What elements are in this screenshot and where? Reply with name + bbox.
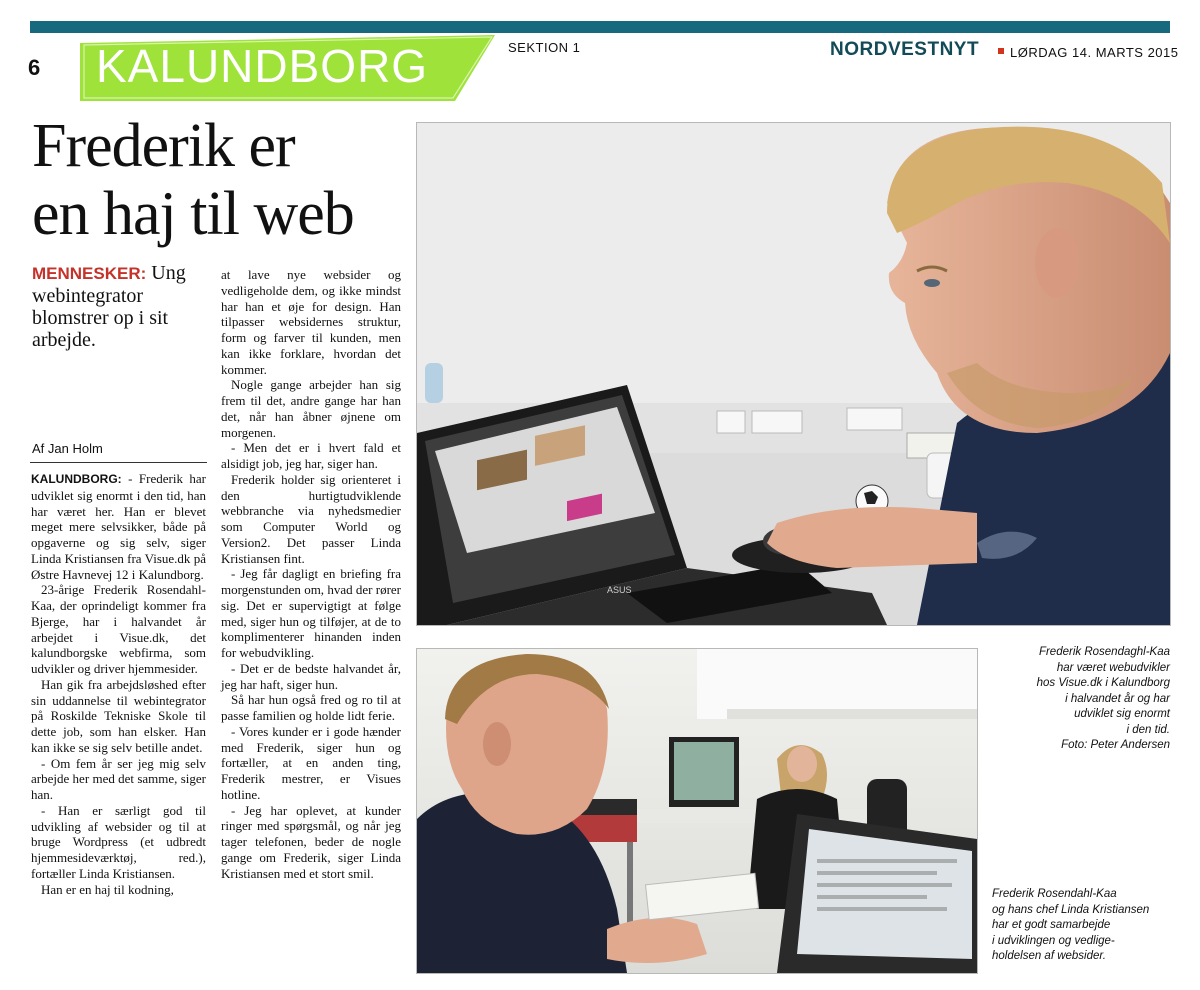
paragraph: - Jeg får dagligt en briefing fra morgenstunden om, hvad der rører sig. Det er supervigtigt at følge med, siger hun og tilføjer, at de to komplimenterer hinanden inden for webudvikling.: [221, 566, 401, 660]
byline: Af Jan Holm: [32, 441, 103, 456]
paragraph: - Vores kunder er i gode hænder med Frederik, siger hun og fortæller, at en anden ting, Frederik mestrer, er Visues hotline.: [221, 723, 401, 802]
caption-line: i udviklingen og vedlige-: [992, 934, 1115, 947]
paragraph: [31, 471, 206, 582]
caption-line: udviklet sig enormt: [1074, 708, 1170, 720]
paragraph: at lave nye websider og vedligeholde dem, og ikke mindst har han et øje for design. Han tilpasser websidernes struktur, form og farver til kunden, men kan ikke forklare, hvordan det kommer.: [221, 267, 401, 377]
article-column-2: [221, 267, 401, 881]
byline-divider: [30, 462, 207, 463]
section-label: SEKTION 1: [508, 40, 581, 55]
paragraph: - Det er de bedste halvandet år, jeg har haft, siger hun.: [221, 660, 401, 692]
caption-line: har et godt samarbejde: [992, 919, 1111, 931]
article-subhead: [32, 262, 222, 351]
paragraph: - Han er særligt god til udvikling af websider og til at bruge Wordpress (et udbredt hjemmesideværktøj, red.), fortæller Linda Kristiansen.: [31, 802, 206, 881]
issue-date: LØRDAG 14. MARTS 2015: [1010, 45, 1179, 60]
paragraph: Frederik holder sig orienteret i den hurtigtudviklende webbranche via nyhedsmedier som Computer World og Version2. Det passer Linda Kristiansen fint.: [221, 471, 401, 566]
caption-line: Frederik Rosendaghl-Kaa: [1038, 646, 1170, 658]
headline-line-2: en haj til web: [32, 180, 354, 248]
subhead-text: Ung webintegrator blomstrer op i sit arbejde.: [32, 262, 186, 351]
paragraph: Så har hun også fred og ro til at passe familien og holde lidt ferie.: [221, 692, 401, 723]
paragraph-text: - Frederik har udviklet sig enormt i den tid, han har været her. Han er blevet meget mere selvsikker, både på opgaverne og sig selv, siger Linda Kristiansen fra Visue.dk på Østre Havnevej 12 i Kalundborg.: [31, 471, 207, 582]
article-headline: [32, 112, 412, 248]
paragraph: - Jeg har oplevet, at kunder ringer med spørgsmål, og når jeg tager telefonen, beder de nogle gange om Frederik, siger Linda Kristiansen med et stort smil.: [221, 802, 401, 881]
caption-line: Frederik Rosendahl-Kaa: [992, 888, 1117, 900]
photo-office-colleagues: [416, 648, 978, 974]
caption-line: i halvandet år og har: [1065, 692, 1170, 705]
dateline: KALUNDBORG:: [31, 472, 122, 486]
masthead-bullet-icon: [998, 48, 1004, 54]
photo-caption-bottom: [992, 887, 1172, 965]
masthead-logo: NORDVESTNYT: [830, 39, 980, 60]
laptop-brand-label: ASUS: [607, 585, 632, 595]
subhead-kicker: MENNESKER:: [32, 264, 147, 283]
paragraph: - Men det er i hvert fald et alsidigt job, jeg har, siger han.: [221, 440, 401, 471]
paragraph: - Om fem år ser jeg mig selv arbejde her med det samme, siger han.: [31, 755, 206, 802]
paragraph: Han er en haj til kodning,: [41, 881, 174, 897]
photo-caption-top: [990, 645, 1170, 754]
article-column-1: [31, 471, 206, 897]
top-color-rule: [30, 21, 1170, 33]
caption-line: har været webudvikler: [1056, 661, 1170, 674]
photo-man-at-laptop: [416, 122, 1171, 626]
paragraph: 23-årige Frederik Rosendahl-Kaa, der oprindeligt kommer fra Bjerge, har i halvandet år arbejdet i Visue.dk, det kalundborgske webfirma, som udvikler og driver hjemmesider.: [31, 582, 206, 676]
page-number: 6: [28, 55, 41, 80]
photo-top-illustration: [417, 123, 1170, 625]
photo-bottom-illustration: [417, 649, 977, 973]
section-name: KALUNDBORG: [96, 40, 429, 92]
headline-line-1: Frederik er: [32, 112, 295, 180]
caption-line: holdelsen af websider.: [992, 950, 1107, 962]
caption-line: i den tid.: [1126, 723, 1170, 736]
photo-credit: Foto: Peter Andersen: [1061, 739, 1170, 751]
caption-line: hos Visue.dk i Kalundborg: [1036, 677, 1170, 689]
paragraph: Nogle gange arbejder han sig frem til det, andre gange har han det, når han åbner øjnene om morgenen.: [221, 377, 401, 440]
paragraph: Han gik fra arbejdsløshed efter sin uddannelse til webintegrator på Roskilde Tekniske Skole til dette job, som han elsker. Han kan ikke se sig selv betille andet.: [31, 676, 206, 755]
caption-line: og hans chef Linda Kristiansen: [992, 903, 1150, 916]
